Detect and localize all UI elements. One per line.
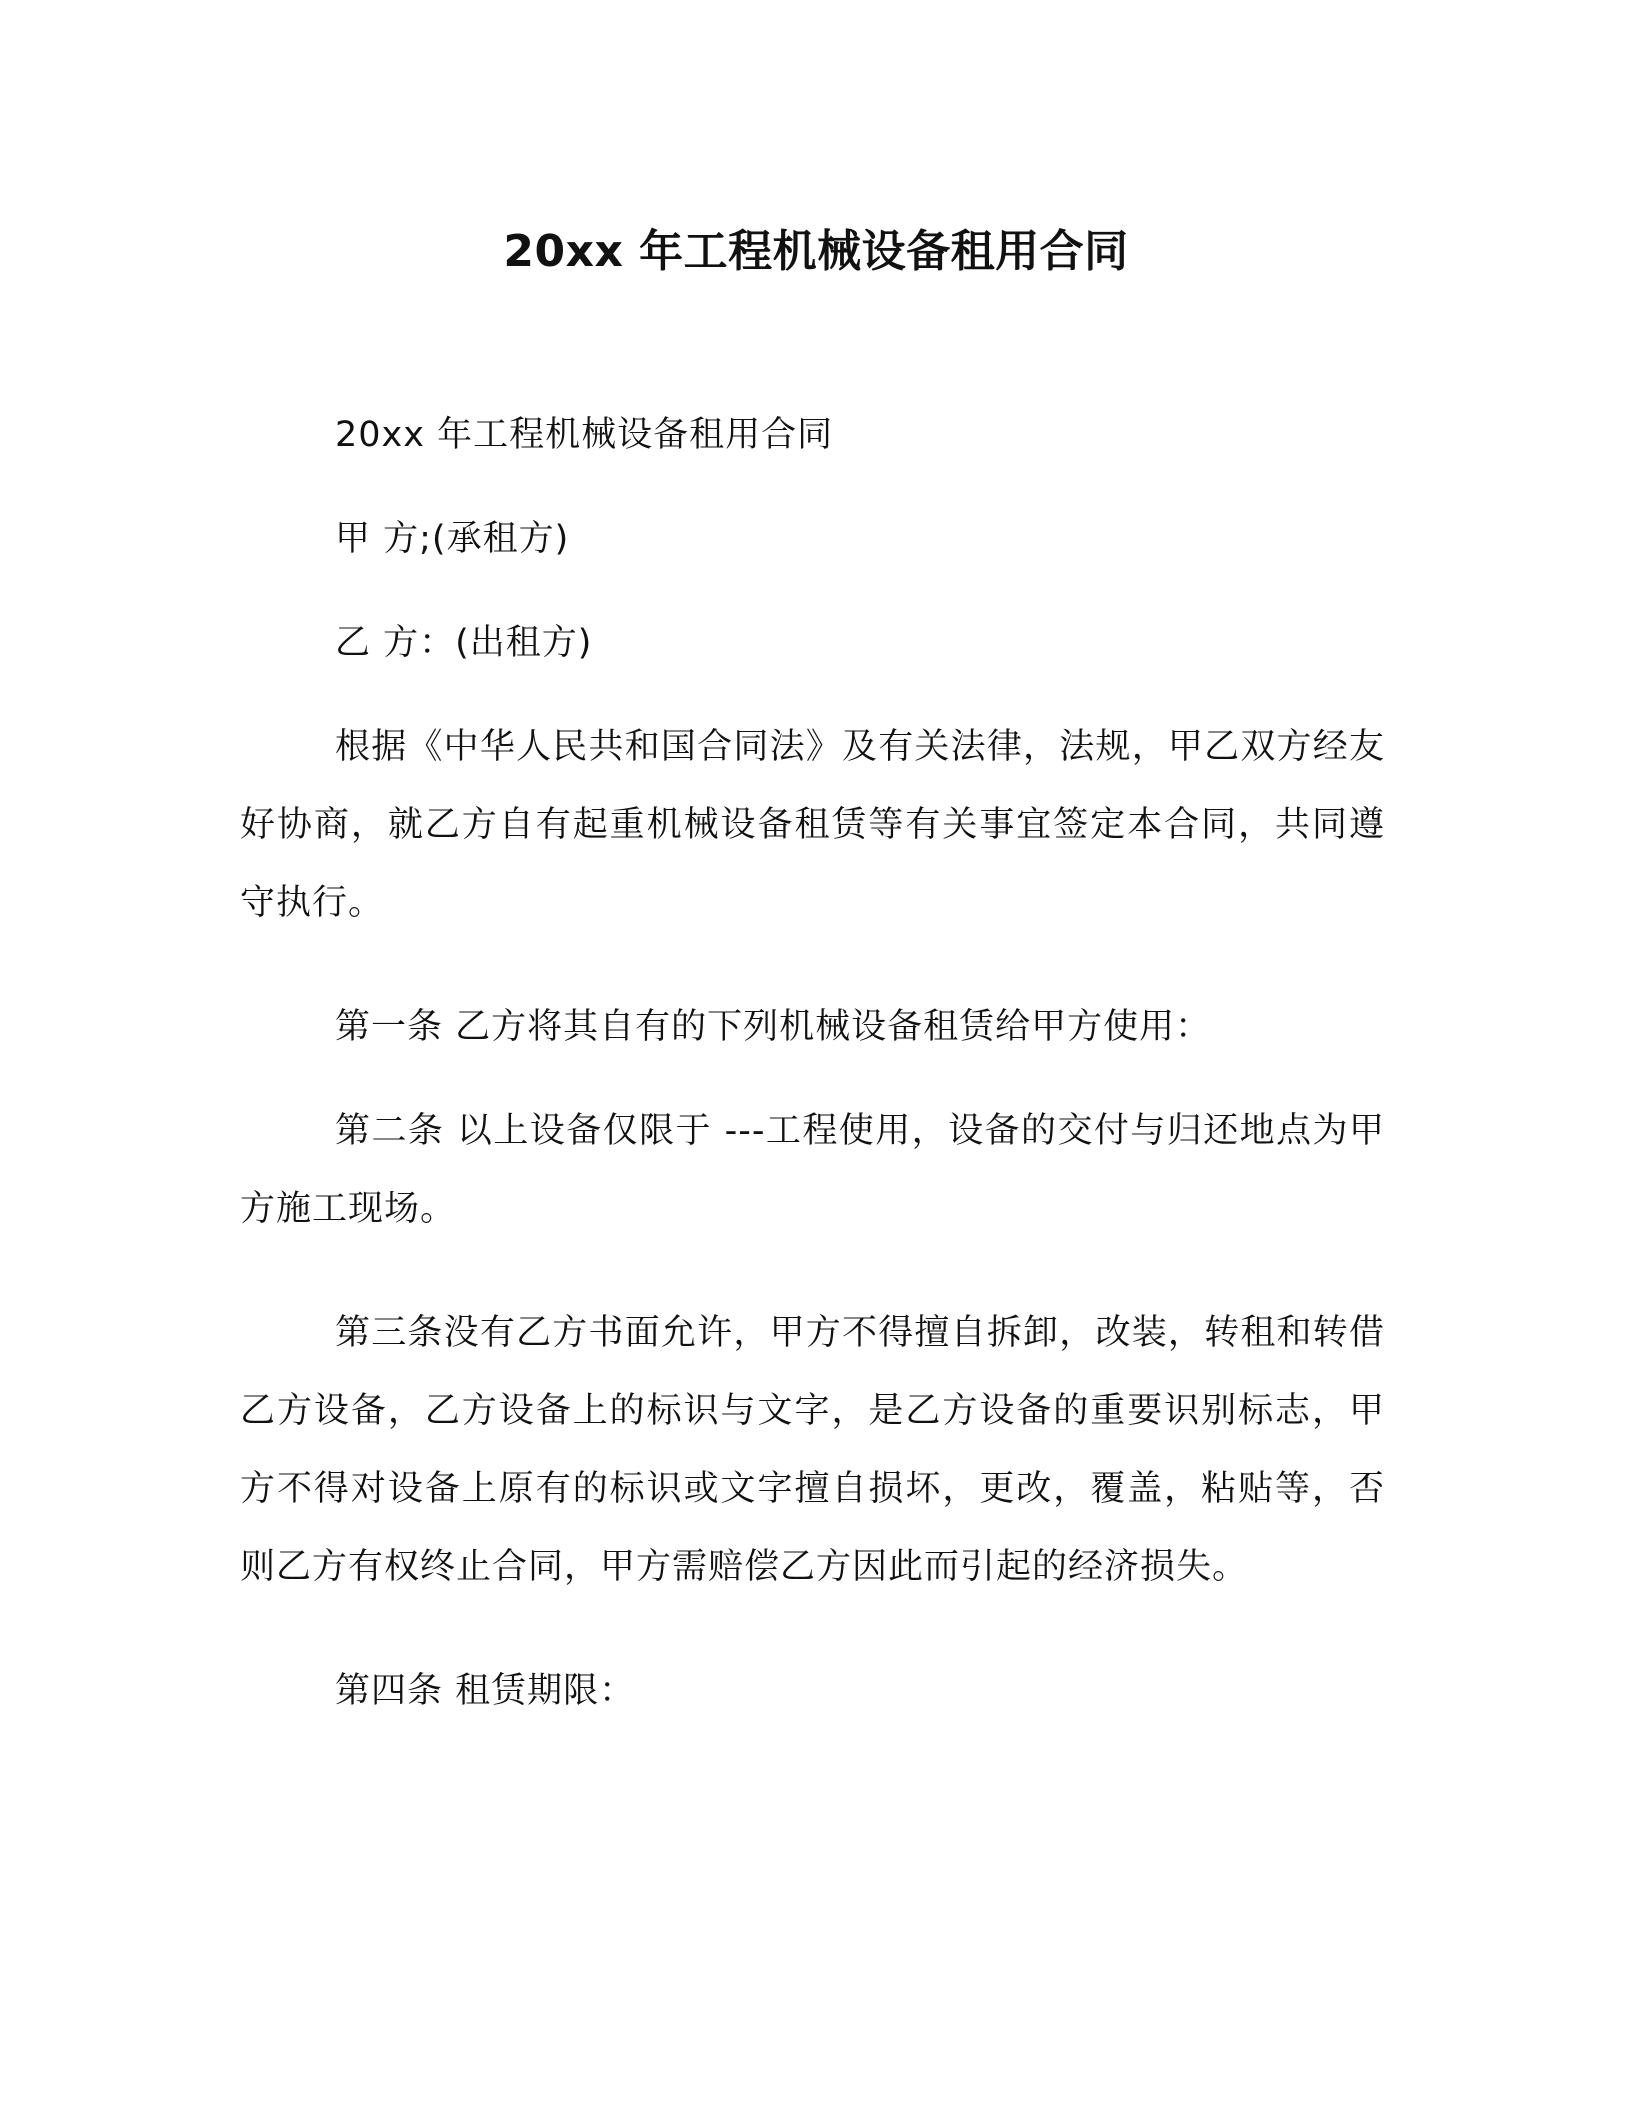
document-body: [240, 396, 1385, 1756]
article-4-paragraph: 第四条 租赁期限：: [335, 1671, 636, 1711]
contract-heading: 20xx 年工程机械设备租用合同: [335, 415, 834, 455]
party-b-line: 乙 方：(出租方): [335, 623, 593, 663]
document-title: 20xx 年工程机械设备租用合同: [503, 226, 1129, 277]
preamble-paragraph: 根据《中华人民共和国合同法》及有关法律，法规，甲乙双方经友好协商，就乙方自有起重机械设备租赁等有关事宜签定本合同，共同遵守执行。: [240, 727, 1385, 923]
party-a-line: 甲 方;(承租方): [335, 519, 570, 559]
article-2-paragraph: 第二条 以上设备仅限于 ---工程使用，设备的交付与归还地点为甲方施工现场。: [240, 1111, 1385, 1229]
article-3-paragraph: 第三条没有乙方书面允许，甲方不得擅自拆卸，改装，转租和转借乙方设备，乙方设备上的标识与文字，是乙方设备的重要识别标志，甲方不得对设备上原有的标识或文字擅自损坏，更改，覆盖，粘贴等，否则乙方有权终止合同，甲方需赔偿乙方因此而引起的经济损失。: [240, 1313, 1385, 1587]
article-1-paragraph: 第一条 乙方将其自有的下列机械设备租赁给甲方使用：: [335, 1007, 1212, 1047]
